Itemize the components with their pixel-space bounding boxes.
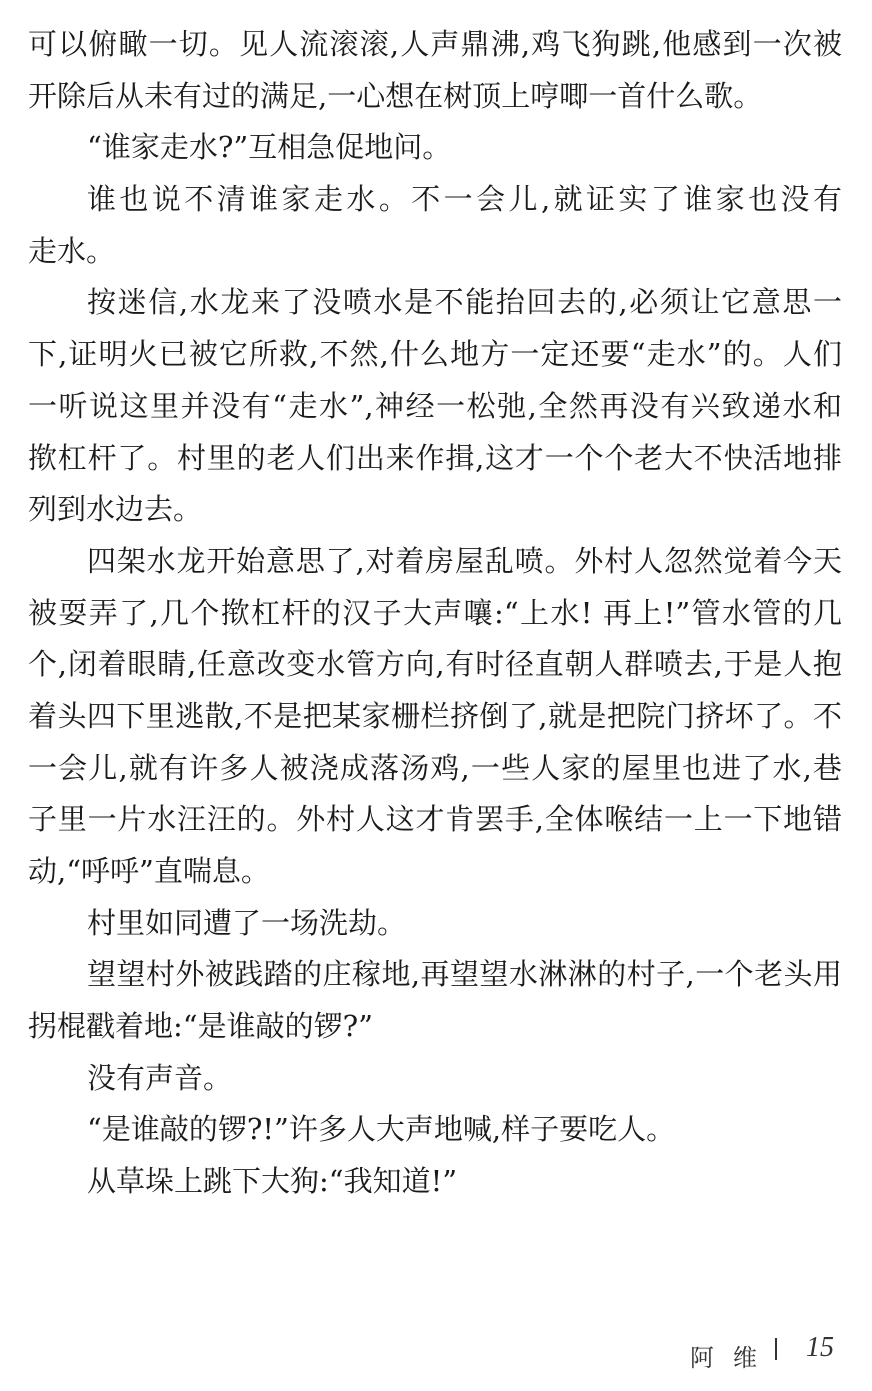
paragraph bbox=[28, 1053, 842, 1105]
paragraph bbox=[28, 174, 842, 277]
text-line: 从草垛上跳下大狗:“我知道!” bbox=[87, 1164, 458, 1199]
paragraph bbox=[28, 1104, 842, 1156]
text-line: 村里如同遭了一场洗劫。 bbox=[87, 905, 407, 940]
text-line: 一听说这里并没有“走水”,神经一松弛,全然再没有兴致递水和 bbox=[28, 388, 842, 423]
text-line: 着头四下里逃散,不是把某家栅栏挤倒了,就是把院门挤坏了。不 bbox=[28, 698, 842, 733]
text-line: 拐棍戳着地:“是谁敲的锣?” bbox=[28, 1009, 373, 1044]
text-line: “是谁敲的锣?!”许多人大声地喊,样子要吃人。 bbox=[87, 1112, 676, 1147]
paragraph bbox=[28, 277, 842, 535]
page-number: 15 bbox=[806, 1332, 834, 1363]
text-line: 子里一片水汪汪的。外村人这才肯罢手,全体喉结一上一下地错 bbox=[28, 802, 842, 837]
text-line: 没有声音。 bbox=[87, 1060, 233, 1095]
paragraph bbox=[28, 949, 842, 1052]
running-head-author-char: 阿 bbox=[690, 1344, 714, 1372]
text-line: “谁家走水?”互相急促地问。 bbox=[87, 130, 452, 165]
text-line: 揿杠杆了。村里的老人们出来作揖,这才一个个老大不快活地排 bbox=[28, 440, 842, 475]
text-line: 被耍弄了,几个揿杠杆的汉子大声嚷:“上水! 再上!”管水管的几 bbox=[28, 595, 842, 630]
footer-divider bbox=[775, 1338, 777, 1360]
text-line: 按迷信,水龙来了没喷水是不能抬回去的,必须让它意思一 bbox=[87, 285, 842, 320]
paragraph bbox=[28, 122, 842, 174]
running-head-author-char: 维 bbox=[733, 1344, 757, 1372]
page-footer bbox=[0, 1332, 872, 1372]
paragraph bbox=[28, 1156, 842, 1208]
paragraph bbox=[28, 898, 842, 950]
text-line: 谁也说不清谁家走水。不一会儿,就证实了谁家也没有 bbox=[87, 182, 842, 217]
text-line: 下,证明火已被它所救,不然,什么地方一定还要“走水”的。人们 bbox=[28, 337, 842, 372]
text-line: 四架水龙开始意思了,对着房屋乱喷。外村人忽然觉着今天 bbox=[87, 543, 842, 578]
paragraph bbox=[28, 19, 842, 122]
text-line: 个,闭着眼睛,任意改变水管方向,有时径直朝人群喷去,于是人抱 bbox=[28, 647, 842, 682]
text-line: 可以俯瞰一切。见人流滚滚,人声鼎沸,鸡飞狗跳,他感到一次被 bbox=[28, 27, 842, 61]
text-line: 开除后从未有过的满足,一心想在树顶上哼唧一首什么歌。 bbox=[28, 78, 763, 113]
text-line: 列到水边去。 bbox=[28, 492, 203, 527]
text-line: 动,“呼呼”直喘息。 bbox=[28, 854, 270, 888]
text-line: 望望村外被践踏的庄稼地,再望望水淋淋的村子,一个老头用 bbox=[87, 957, 842, 992]
body-text bbox=[28, 19, 842, 1208]
paragraph bbox=[28, 536, 842, 898]
text-line: 一会儿,就有许多人被浇成落汤鸡,一些人家的屋里也进了水,巷 bbox=[28, 750, 842, 785]
text-line: 走水。 bbox=[28, 233, 116, 268]
